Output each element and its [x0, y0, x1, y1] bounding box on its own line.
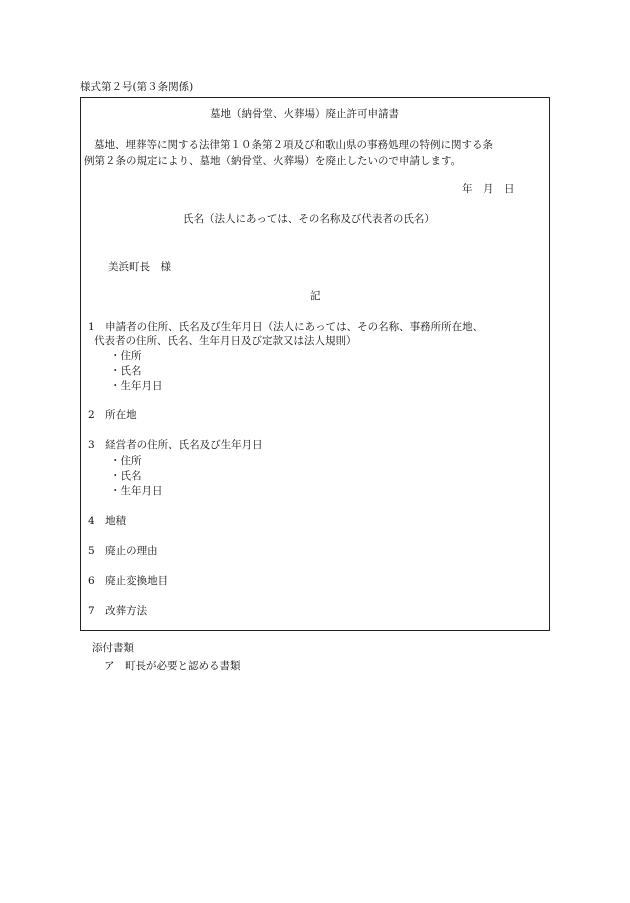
- attachments-heading: 添付書類: [92, 642, 134, 654]
- date-field-label: 年 月 日: [462, 183, 515, 195]
- item-3-name: ・氏名: [110, 470, 142, 482]
- item-2: 2 所在地: [88, 409, 137, 421]
- item-3-address: ・住所: [110, 455, 142, 467]
- item-1-address: ・住所: [110, 350, 142, 362]
- item-5: 5 廃止の理由: [88, 545, 158, 557]
- ki-heading: 記: [310, 290, 321, 302]
- item-1-name: ・氏名: [110, 365, 142, 377]
- applicant-name-label: 氏名（法人にあっては、その名称及び代表者の氏名）: [183, 213, 435, 225]
- item-1-line2: 代表者の住所、氏名、生年月日及び定款又は法人規則）: [94, 335, 357, 347]
- item-1-line1: 1 申請者の住所、氏名及び生年月日（法人にあっては、その名称、事務所所在地、: [88, 321, 484, 333]
- attachment-item-a: ア 町長が必要と認める書類: [104, 660, 241, 672]
- item-4: 4 地積: [88, 515, 127, 527]
- form-number-label: 様式第２号(第３条関係): [80, 81, 194, 93]
- item-3-birthdate: ・生年月日: [110, 485, 163, 497]
- form-title: 墓地（納骨堂、火葬場）廃止許可申請書: [210, 108, 399, 120]
- addressee: 美浜町長 様: [108, 261, 171, 273]
- item-3: 3 経営者の住所、氏名及び生年月日: [88, 439, 263, 451]
- item-1-birthdate: ・生年月日: [110, 380, 163, 392]
- item-6: 6 廃止変換地目: [88, 575, 169, 587]
- item-7: 7 改葬方法: [88, 605, 148, 617]
- intro-text-line1: 墓地、埋葬等に関する法律第１０条第２項及び和歌山県の事務処理の特例に関する条: [94, 139, 493, 151]
- intro-text-line2: 例第２条の規定により、墓地（納骨堂、火葬場）を廃止したいので申請します。: [84, 155, 462, 167]
